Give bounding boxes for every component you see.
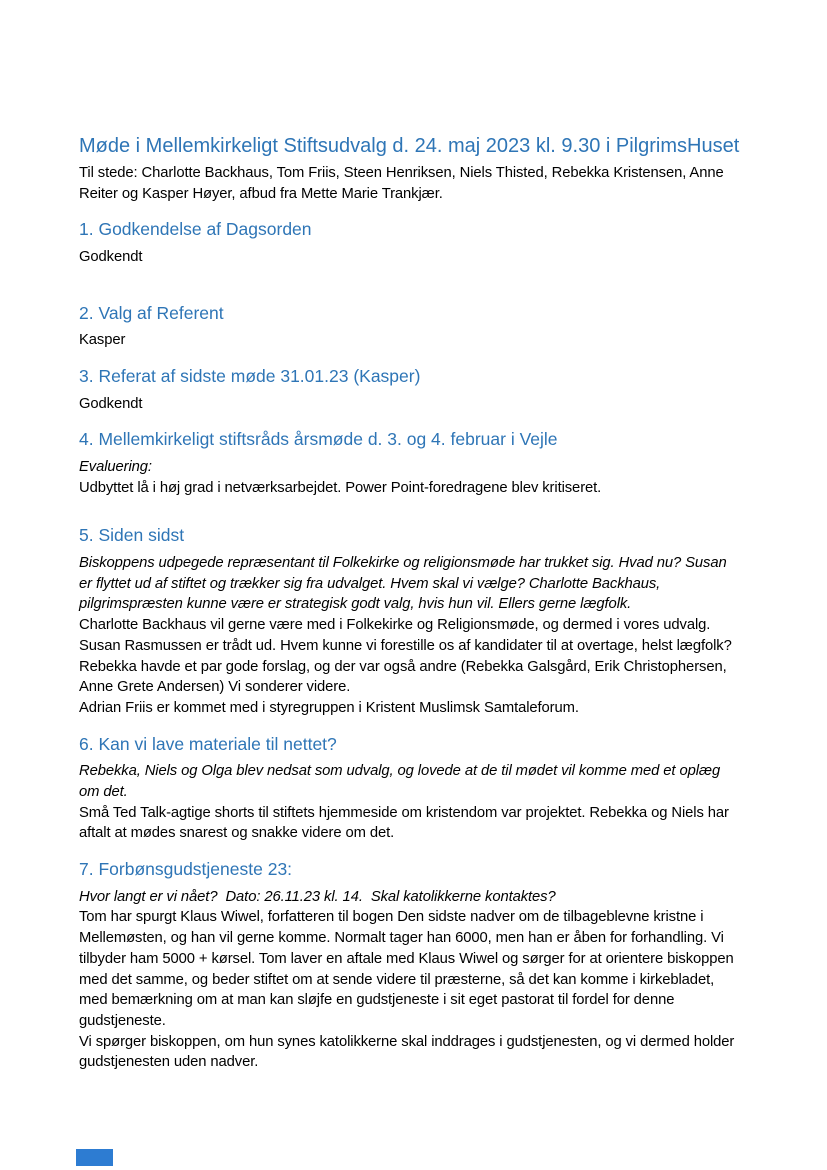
document-section bbox=[79, 428, 741, 498]
section-paragraph: Hvor langt er vi nået? Dato: 26.11.23 kl. 14. Skal katolikkerne kontaktes? bbox=[79, 888, 556, 905]
document-section bbox=[79, 302, 741, 351]
section-heading: 6. Kan vi lave materiale til nettet? bbox=[79, 733, 337, 754]
section-paragraph: Evaluering: bbox=[79, 459, 152, 476]
sections-container bbox=[79, 218, 741, 1073]
section-paragraph: Charlotte Backhaus vil gerne være med i Folkekirke og Religionsmøde, og dermed i vores udvalg. bbox=[79, 617, 711, 634]
section-paragraph: Adrian Friis er kommet med i styregruppen i Kristent Muslimsk Samtaleforum. bbox=[79, 699, 579, 716]
section-heading: 7. Forbønsgudstjeneste 23: bbox=[79, 859, 293, 880]
document-title: Møde i Mellemkirkeligt Stiftsudvalg d. 24. maj 2023 kl. 9.30 i PilgrimsHuset bbox=[79, 135, 740, 157]
document-section bbox=[79, 733, 741, 844]
section-paragraph: Små Ted Talk-agtige shorts til stiftets hjemmeside om kristendom var projektet. Rebekka og Niels har aftalt at mødes snarest og snakke videre om det. bbox=[79, 804, 733, 842]
section-paragraph: Udbyttet lå i høj grad i netværksarbejdet. Power Point-foredragene blev kritiseret. bbox=[79, 479, 602, 496]
section-paragraph: Kasper bbox=[79, 332, 126, 349]
section-heading: 4. Mellemkirkeligt stiftsråds årsmøde d. 3. og 4. februar i Vejle bbox=[79, 429, 558, 450]
document-section bbox=[79, 218, 741, 267]
section-paragraph: Godkendt bbox=[79, 395, 143, 412]
section-heading: 5. Siden sidst bbox=[79, 525, 185, 546]
section-paragraph: Susan Rasmussen er trådt ud. Hvem kunne vi forestille os af kandidater til at overtage, helst lægfolk? Rebekka havde et par gode forslag, og der var også andre (Rebekka Galsgård, Erik Christophersen, Anne Grete Andersen) Vi sonderer videre. bbox=[79, 637, 736, 696]
section-paragraph: Rebekka, Niels og Olga blev nedsat som udvalg, og lovede at de til mødet vil komme med et oplæg om det. bbox=[79, 763, 725, 800]
section-heading: 1. Godkendelse af Dagsorden bbox=[79, 219, 312, 240]
document-section bbox=[79, 365, 741, 414]
document-section bbox=[79, 524, 741, 718]
section-paragraph: Vi spørger biskoppen, om hun synes katolikkerne skal inddrages i gudstjenesten, og vi dermed holder gudstjenesten uden nadver. bbox=[79, 1033, 739, 1071]
section-paragraph: Godkendt bbox=[79, 249, 143, 266]
document-section bbox=[79, 858, 741, 1073]
section-heading: 3. Referat af sidste møde 31.01.23 (Kasper) bbox=[79, 366, 421, 387]
section-paragraph: Tom har spurgt Klaus Wiwel, forfatteren til bogen Den sidste nadver om de tilbageblevne kristne i Mellemøsten, og han vil gerne komme. Normalt tager han 6000, men han er åben for forhandling. Vi tilbyder ham 5000 + kørsel. Tom laver en aftale med Klaus Wiwel og sørger for at orientere biskoppen med det samme, og beder stiftet om at sende videre til præsterne, så det kan komme i kirkebladet, med bemærkning om at man kan sløjfe en gudstjeneste i sit eget pastorat til fordel for denne gudstjeneste. bbox=[79, 909, 738, 1029]
section-paragraph: Biskoppens udpegede repræsentant til Folkekirke og religionsmøde har trukket sig. Hvad nu? Susan er flyttet ud af stiftet og trækker sig fra udvalget. Hvem skal vi vælge? Charlotte Backhaus, pilgrimspræsten kunne være er strategisk godt valg, hvis hun vil. Ellers gerne lægfolk. bbox=[79, 555, 731, 613]
next-page-content-marker bbox=[76, 1149, 113, 1166]
section-heading: 2. Valg af Referent bbox=[79, 302, 224, 323]
attendees-line: Til stede: Charlotte Backhaus, Tom Friis, Steen Henriksen, Niels Thisted, Rebekka Kristensen, Anne Reiter og Kasper Høyer, afbud fra Mette Marie Trankjær. bbox=[79, 165, 728, 202]
